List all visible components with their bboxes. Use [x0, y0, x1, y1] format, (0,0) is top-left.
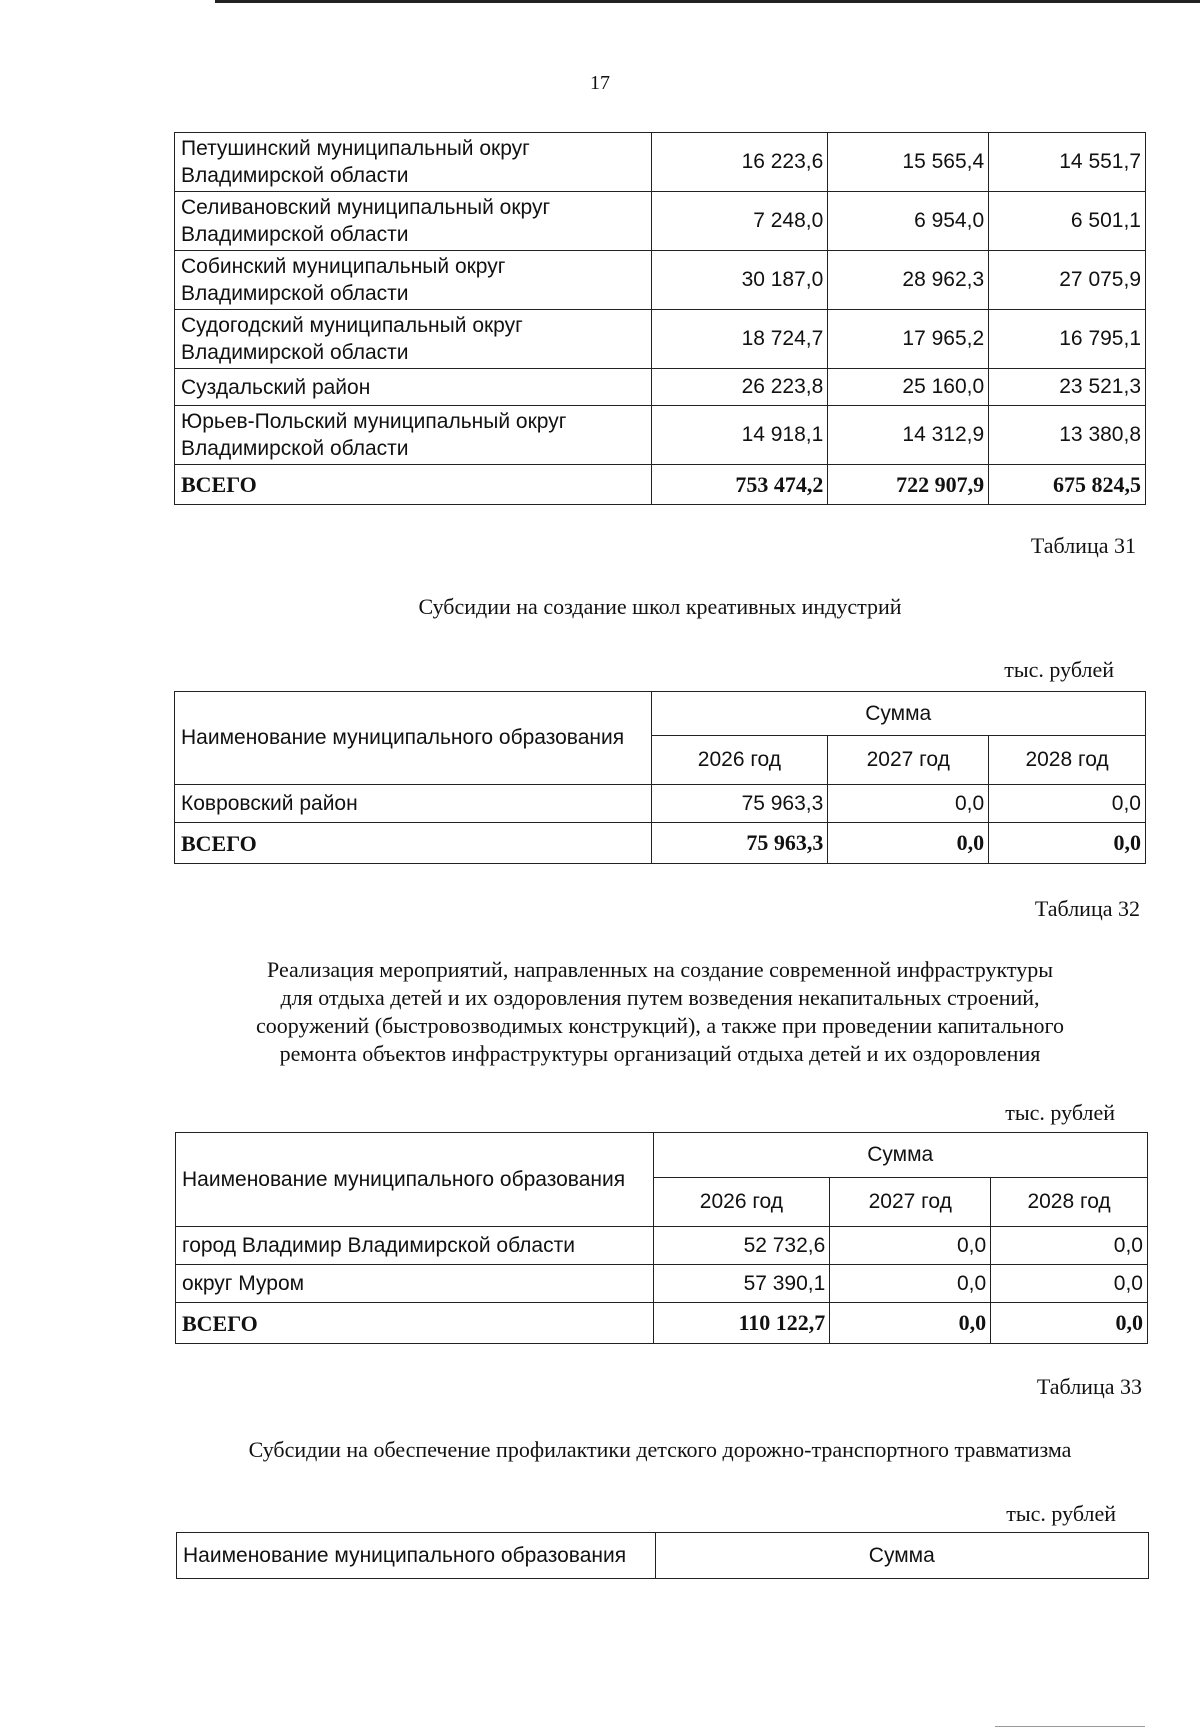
page-number: 17 [590, 72, 610, 94]
table-row [175, 785, 1146, 823]
value-2027: 0,0 [828, 785, 989, 823]
table-row [175, 251, 1146, 310]
value-2027: 28 962,3 [828, 251, 989, 310]
table-row [175, 369, 1146, 406]
table-31-number: Таблица 31 [1030, 533, 1136, 558]
municipality-name: Ковровский район [175, 785, 652, 823]
table-31-unit: тыс. рублей [1004, 657, 1114, 682]
total-row [176, 1303, 1148, 1344]
total-label: ВСЕГО [175, 823, 652, 864]
table-row [176, 1265, 1148, 1303]
total-2028: 675 824,5 [989, 465, 1146, 505]
total-2028: 0,0 [991, 1303, 1148, 1344]
header-sum: Сумма [655, 1533, 1148, 1579]
value-2027: 0,0 [830, 1227, 991, 1265]
value-2026: 14 918,1 [651, 406, 828, 465]
header-sum: Сумма [653, 1133, 1148, 1178]
table-32-title-line-1: Реализация мероприятий, направленных на создание современной инфраструктуры [267, 957, 1053, 982]
table-row [176, 1227, 1148, 1265]
value-2028: 0,0 [989, 785, 1146, 823]
value-2027: 6 954,0 [828, 192, 989, 251]
value-2027: 17 965,2 [828, 310, 989, 369]
table-row [175, 133, 1146, 192]
value-2028: 23 521,3 [989, 369, 1146, 406]
value-2026: 52 732,6 [653, 1227, 830, 1265]
table-32-title-line-4: ремонта объектов инфраструктуры организаций отдыха детей и их оздоровления [279, 1041, 1041, 1066]
table-header-row [177, 1533, 1149, 1579]
total-2026: 75 963,3 [651, 823, 828, 864]
table-33-number: Таблица 33 [1036, 1374, 1142, 1399]
table-32 [175, 1132, 1148, 1344]
table-33 [176, 1532, 1149, 1579]
table-31 [174, 691, 1146, 864]
municipality-name: Юрьев-Польский муниципальный округ Владимирской области [175, 406, 652, 465]
value-2028: 13 380,8 [989, 406, 1146, 465]
municipality-name: Собинский муниципальный округ Владимирской области [175, 251, 652, 310]
table-31-title: Субсидии на создание школ креативных индустрий [418, 594, 902, 619]
total-row [175, 823, 1146, 864]
value-2028: 0,0 [991, 1265, 1148, 1303]
total-label: ВСЕГО [175, 465, 652, 505]
table-33-title: Субсидии на обеспечение профилактики детского дорожно-транспортного травматизма [248, 1437, 1072, 1462]
header-year-2026: 2026 год [651, 736, 828, 785]
value-2027: 25 160,0 [828, 369, 989, 406]
total-2028: 0,0 [989, 823, 1146, 864]
header-municipality: Наименование муниципального образования [176, 1133, 654, 1227]
header-municipality: Наименование муниципального образования [177, 1533, 656, 1579]
total-2027: 0,0 [828, 823, 989, 864]
value-2027: 15 565,4 [828, 133, 989, 192]
table-header-row [175, 692, 1146, 736]
value-2028: 16 795,1 [989, 310, 1146, 369]
continued-table [174, 132, 1146, 505]
value-2026: 30 187,0 [651, 251, 828, 310]
value-2028: 27 075,9 [989, 251, 1146, 310]
municipality-name: Суздальский район [175, 369, 652, 406]
table-33-unit: тыс. рублей [1006, 1501, 1116, 1526]
table-32-unit: тыс. рублей [1005, 1100, 1115, 1125]
value-2028: 6 501,1 [989, 192, 1146, 251]
value-2026: 18 724,7 [651, 310, 828, 369]
total-row [175, 465, 1146, 505]
value-2026: 75 963,3 [651, 785, 828, 823]
total-2027: 722 907,9 [828, 465, 989, 505]
top-rule [215, 0, 1200, 3]
total-2026: 753 474,2 [651, 465, 828, 505]
table-header-row [176, 1133, 1148, 1178]
total-2027: 0,0 [830, 1303, 991, 1344]
municipality-name: Петушинский муниципальный округ Владимирской области [175, 133, 652, 192]
bottom-rule [995, 1726, 1145, 1727]
value-2026: 57 390,1 [653, 1265, 830, 1303]
header-municipality: Наименование муниципального образования [175, 692, 652, 785]
value-2027: 0,0 [830, 1265, 991, 1303]
table-row [175, 192, 1146, 251]
municipality-name: Судогодский муниципальный округ Владимирской области [175, 310, 652, 369]
header-year-2027: 2027 год [828, 736, 989, 785]
header-year-2028: 2028 год [991, 1178, 1148, 1227]
header-year-2027: 2027 год [830, 1178, 991, 1227]
table-32-title-line-3: сооружений (быстровозводимых конструкций), а также при проведении капитального [256, 1013, 1064, 1038]
municipality-name: город Владимир Владимирской области [176, 1227, 654, 1265]
value-2026: 16 223,6 [651, 133, 828, 192]
total-2026: 110 122,7 [653, 1303, 830, 1344]
value-2027: 14 312,9 [828, 406, 989, 465]
header-year-2026: 2026 год [653, 1178, 830, 1227]
municipality-name: Селивановский муниципальный округ Владимирской области [175, 192, 652, 251]
table-32-title-line-2: для отдыха детей и их оздоровления путем возведения некапитальных строений, [280, 985, 1040, 1010]
table-row [175, 406, 1146, 465]
table-row [175, 310, 1146, 369]
header-year-2028: 2028 год [989, 736, 1146, 785]
table-32-number: Таблица 32 [1034, 896, 1140, 921]
value-2026: 7 248,0 [651, 192, 828, 251]
header-sum: Сумма [651, 692, 1146, 736]
value-2028: 14 551,7 [989, 133, 1146, 192]
municipality-name: округ Муром [176, 1265, 654, 1303]
total-label: ВСЕГО [176, 1303, 654, 1344]
value-2026: 26 223,8 [651, 369, 828, 406]
value-2028: 0,0 [991, 1227, 1148, 1265]
